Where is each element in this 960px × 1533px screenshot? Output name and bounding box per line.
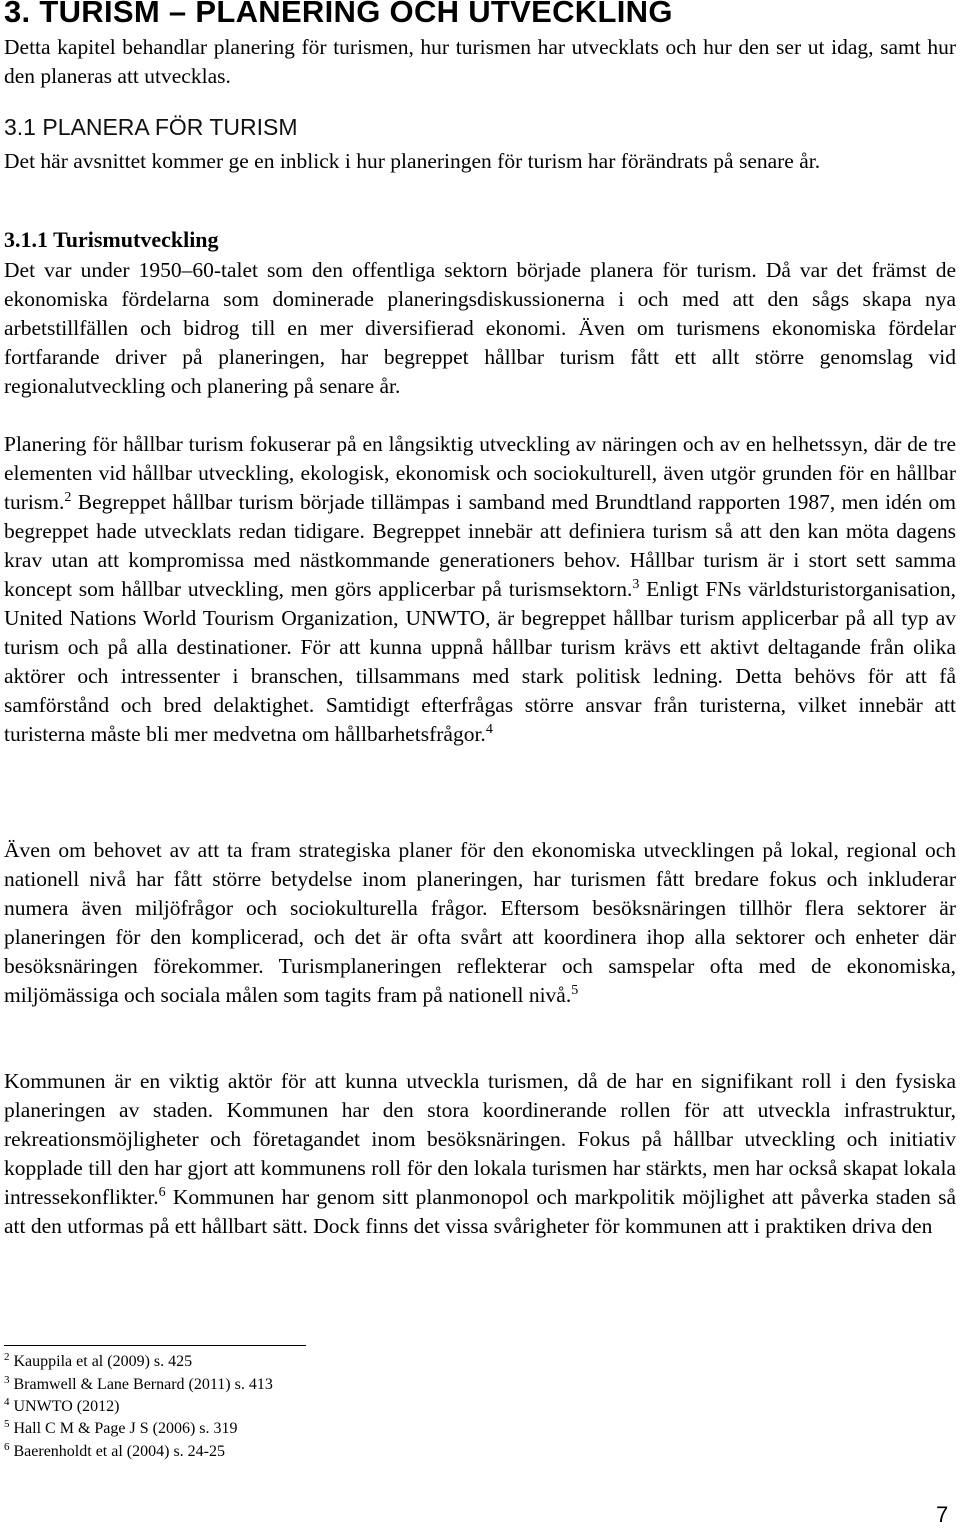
footnote-6-text: Baerenholdt et al (2004) s. 24-25 bbox=[13, 1443, 225, 1460]
footnote-4 bbox=[4, 1398, 119, 1416]
paragraph-4-part-2: Kommunen har genom sitt planmonopol och markpolitik möjlighet att påverka staden så att den utformas på ett hållbart sätt. Dock finns det vissa svårigheter för kommunen att i praktiken driva den bbox=[4, 1185, 956, 1238]
footnote-ref-2: 2 bbox=[64, 490, 72, 505]
paragraph-1: Det var under 1950–60-talet som den offentliga sektorn började planera för turism. Då var det främst de ekonomiska fördelarna som dominerade planeringsdiskussionerna i och med att den sågs skapa nya arbetstillfällen och bidrog till en mer diversifierad ekonomi. Även om turismens ekonomiska fördelar fortfarande driver på planeringen, har begreppet hållbar turism fått ett allt större genomslag vid regionalutveckling och planering på senare år. bbox=[4, 258, 956, 398]
footnote-5-text: Hall C M & Page J S (2006) s. 319 bbox=[13, 1420, 238, 1437]
footnote-3 bbox=[4, 1376, 273, 1394]
chapter-intro: Detta kapitel behandlar planering för turismen, hur turismen har utvecklats och hur den ser ut idag, samt hur den planeras att utvecklas. bbox=[4, 35, 956, 88]
footnote-3-text: Bramwell & Lane Bernard (2011) s. 413 bbox=[13, 1376, 273, 1393]
paragraph-2-part-3: Enligt FNs världsturistorganisation, United Nations World Tourism Organization, UNWTO, är begreppet hållbar turism applicerbar på all typ av turism och på alla destinationer. För att kunna uppnå hållbar turism krävs ett aktivt deltagande från olika aktörer och intressenter i branschen, tillsammans med stark politisk ledning. Detta behövs för att få samförstånd och bred delaktighet. Samtidigt efterfrågas större ansvar från turisterna, vilket innebär att turisterna måste bli mer medvetna om hållbarhetsfrågor. bbox=[4, 577, 956, 746]
footnote-ref-3: 3 bbox=[632, 577, 640, 592]
footnote-ref-6: 6 bbox=[158, 1185, 166, 1200]
paragraph-4 bbox=[4, 1067, 956, 1241]
footnote-5-number: 5 bbox=[4, 1418, 10, 1430]
footnote-4-number: 4 bbox=[4, 1396, 10, 1408]
footnote-2 bbox=[4, 1353, 192, 1371]
footnote-4-text: UNWTO (2012) bbox=[13, 1398, 120, 1415]
section-heading: 3.1 PLANERA FÖR TURISM bbox=[4, 114, 298, 140]
paragraph-3 bbox=[4, 836, 956, 1010]
footnote-6-number: 6 bbox=[4, 1441, 10, 1453]
footnote-separator bbox=[4, 1345, 306, 1346]
footnote-3-number: 3 bbox=[4, 1374, 10, 1386]
footnote-ref-4: 4 bbox=[485, 722, 493, 737]
chapter-heading: 3. TURISM – PLANERING OCH UTVECKLING bbox=[4, 0, 673, 29]
paragraph-3-text: Även om behovet av att ta fram strategiska planer för den ekonomiska utvecklingen på lokal, regional och nationell nivå har fått större betydelse inom planeringen, har turismen fått bredare fokus och inkluderar numera även miljöfrågor och sociokulturella frågor. Eftersom besöksnäringen tillhör flera sektorer är planeringen för den komplicerad, och det är ofta svårt att koordinera ihop alla sektorer och enheter där besöksnäringen förekommer. Turismplaneringen reflekterar och samspelar ofta med de ekonomiska, miljömässiga och sociala målen som tagits fram på nationell nivå. bbox=[4, 838, 956, 1007]
paragraph-2 bbox=[4, 430, 956, 749]
paragraph-4-part-1: Kommunen är en viktig aktör för att kunna utveckla turismen, då de har en signifikant roll i den fysiska planeringen av staden. Kommunen har den stora koordinerande rollen för att utveckla infrastruktur, rekreationsmöjligheter och företagandet inom besöksnäringen. Fokus på hållbar utveckling och initiativ kopplade till den har gjort att kommunens roll för den lokala turismen har stärkts, men har också skapat lokala intressekonflikter. bbox=[4, 1069, 956, 1209]
footnote-2-number: 2 bbox=[4, 1351, 10, 1363]
section-intro: Det här avsnittet kommer ge en inblick i hur planeringen för turism har förändrats på senare år. bbox=[4, 149, 821, 173]
page-number: 7 bbox=[936, 1502, 949, 1527]
paragraph-2-part-2: Begreppet hållbar turism började tillämpas i samband med Brundtland rapporten 1987, men idén om begreppet hade utvecklats redan tidigare. Begreppet innebär att definiera turism så att den kan möta dagens krav utan att kompromissa med nästkommande generationers behov. Hållbar turism är i stort sett samma koncept som hållbar utveckling, men görs applicerbar på turismsektorn. bbox=[4, 490, 956, 601]
footnote-6 bbox=[4, 1443, 225, 1461]
subsection-heading: 3.1.1 Turismutveckling bbox=[4, 227, 219, 252]
footnote-ref-5: 5 bbox=[571, 983, 579, 998]
footnote-2-text: Kauppila et al (2009) s. 425 bbox=[13, 1353, 193, 1370]
paragraph-2-part-1: Planering för hållbar turism fokuserar på en långsiktig utveckling av näringen och av en helhetssyn, där de tre elementen vid hållbar utveckling, ekologisk, ekonomisk och sociokulturell, även utgör grunden för en hållbar turism. bbox=[4, 432, 956, 514]
footnote-5 bbox=[4, 1420, 238, 1438]
